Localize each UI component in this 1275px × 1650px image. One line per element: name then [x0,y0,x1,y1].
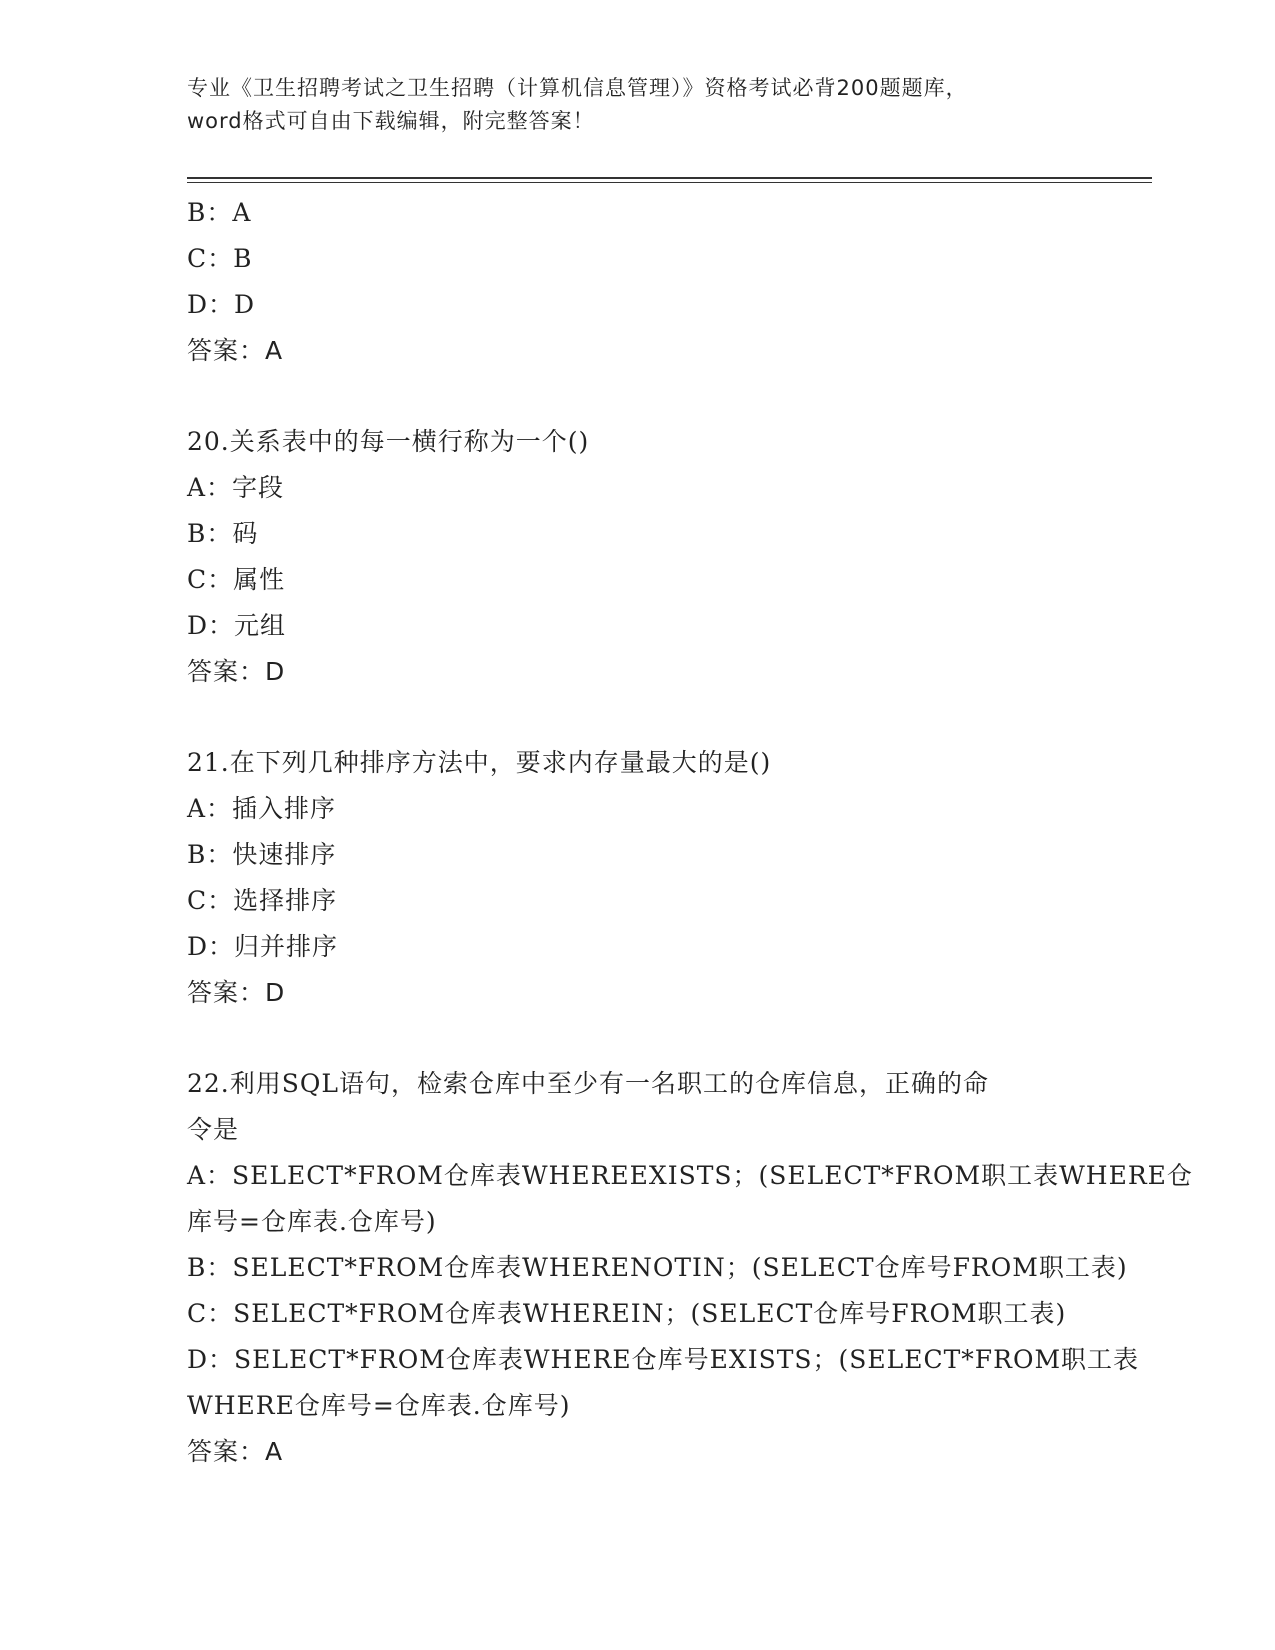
option-c: C：SELECT*FROM仓库表WHEREIN；(SELECT仓库号FROM职工表) [187,1299,1067,1328]
question-text-line-2: 令是 [187,1115,240,1144]
header-line-1: 专业《卫生招聘考试之卫生招聘（计算机信息管理）》资格考试必背200题题库， [187,76,968,100]
question-text-line-1: 22.利用SQL语句，检索仓库中至少有一名职工的仓库信息，正确的命 [187,1069,989,1098]
option-a: A：字段 [187,473,285,502]
question-text: 20.关系表中的每一横行称为一个() [187,427,590,456]
document-header [187,72,1087,138]
option-c: C：选择排序 [187,886,338,915]
option-a-line-1: A：SELECT*FROM仓库表WHEREEXISTS；(SELECT*FROM职工表WHERE仓 [187,1161,1193,1190]
header-divider-thin [187,182,1152,183]
option-a-line-2: 库号=仓库表.仓库号) [187,1207,437,1236]
header-line-2: word格式可自由下载编辑，附完整答案！ [187,109,595,133]
question-block-22 [187,1061,1193,1475]
option-b: B：快速排序 [187,840,337,869]
option-b: B：SELECT*FROM仓库表WHERENOTIN；(SELECT仓库号FROM职工表) [187,1253,1128,1282]
question-block-prev [187,190,1087,374]
answer-line: 答案：D [187,978,286,1007]
option-d: D：D [187,290,256,319]
option-c: C：属性 [187,565,286,594]
question-text: 21.在下列几种排序方法中，要求内存量最大的是() [187,748,772,777]
option-c: C：B [187,244,253,273]
option-d: D：元组 [187,611,287,640]
answer-line: 答案：D [187,657,286,686]
option-d: D：归并排序 [187,932,339,961]
document-body [187,190,1193,1475]
option-b: B：码 [187,519,259,548]
question-block-21 [187,740,1087,1016]
option-b: B：A [187,198,252,227]
question-block-20 [187,419,1087,695]
header-divider-thick [187,177,1152,179]
option-d-line-2: WHERE仓库号=仓库表.仓库号) [187,1391,571,1420]
answer-line: 答案：A [187,336,284,365]
option-a: A：插入排序 [187,794,337,823]
answer-line: 答案：A [187,1437,284,1466]
option-d-line-1: D：SELECT*FROM仓库表WHERE仓库号EXISTS；(SELECT*FROM职工表 [187,1345,1140,1374]
